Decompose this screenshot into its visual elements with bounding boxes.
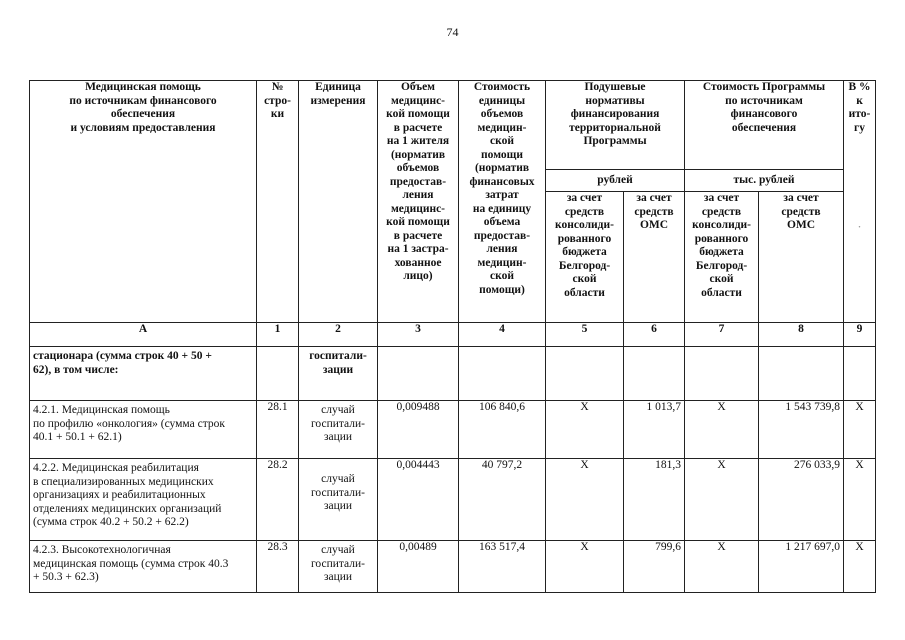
row-percent: Х xyxy=(844,459,876,541)
col-num-6: 6 xyxy=(624,323,685,347)
header-per-capita-group: Подушевые нормативы финансирования территориальной Программы xyxy=(546,81,685,170)
header-volume: Объем медицинс- кой помощи в расчете на 1 жителя (норматив объемов предостав- ления медицинс- кой помощи в расчете на 1 застра- хованное лицо) xyxy=(378,81,459,323)
page-number: 74 xyxy=(446,25,459,39)
row-budget-per-capita xyxy=(546,347,624,401)
row-oms-per-capita xyxy=(624,347,685,401)
row-cost: 106 840,6 xyxy=(459,401,546,459)
header-oms-cost: за счет средств ОМС xyxy=(759,192,844,323)
row-oms-cost: 1 543 739,8 xyxy=(759,401,844,459)
header-line-number: № стро- ки xyxy=(257,81,299,323)
row-percent: Х xyxy=(844,401,876,459)
row-oms-per-capita: 799,6 xyxy=(624,541,685,593)
col-num-a: А xyxy=(30,323,257,347)
header-unit: Единица измерения xyxy=(299,81,378,323)
header-unit-cost: Стоимость единицы объемов медицин- ской помощи (норматив финансовых затрат на единицу объема предостав- ления медицин- ской помощи) xyxy=(459,81,546,323)
row-budget-cost: Х xyxy=(685,459,759,541)
row-line: 28.2 xyxy=(257,459,299,541)
header-oms-per-capita: за счет средств ОМС xyxy=(624,192,685,323)
row-line xyxy=(257,347,299,401)
column-numbering-row xyxy=(30,323,876,347)
row-oms-cost: 276 033,9 xyxy=(759,459,844,541)
row-name: стационара (сумма строк 40 + 50 + 62), в том числе: xyxy=(30,347,257,401)
header-percent-total: В % к ито- гу · xyxy=(844,81,876,323)
row-budget-per-capita: Х xyxy=(546,541,624,593)
row-line: 28.3 xyxy=(257,541,299,593)
row-cost: 40 797,2 xyxy=(459,459,546,541)
row-name: 4.2.3. Высокотехнологичная медицинская помощь (сумма строк 40.3 + 50.3 + 62.3) xyxy=(30,541,257,593)
row-cost xyxy=(459,347,546,401)
row-oms-per-capita: 181,3 xyxy=(624,459,685,541)
row-oms-cost: 1 217 697,0 xyxy=(759,541,844,593)
col-num-7: 7 xyxy=(685,323,759,347)
col-num-2: 2 xyxy=(299,323,378,347)
table-row xyxy=(30,459,876,541)
row-budget-per-capita: Х xyxy=(546,401,624,459)
row-oms-cost xyxy=(759,347,844,401)
col-num-1: 1 xyxy=(257,323,299,347)
row-volume: 0,004443 xyxy=(378,459,459,541)
row-unit: случай госпитали- зации xyxy=(299,459,378,541)
table-row xyxy=(30,401,876,459)
row-percent xyxy=(844,347,876,401)
table-row xyxy=(30,541,876,593)
row-budget-cost: Х xyxy=(685,401,759,459)
row-unit: случай госпитали- зации xyxy=(299,541,378,593)
table-row xyxy=(30,347,876,401)
col-num-8: 8 xyxy=(759,323,844,347)
row-budget-cost: Х xyxy=(685,541,759,593)
row-budget-cost xyxy=(685,347,759,401)
financing-table xyxy=(29,80,876,593)
col-num-4: 4 xyxy=(459,323,546,347)
row-volume: 0,009488 xyxy=(378,401,459,459)
header-budget-cost: за счет средств консолиди- рованного бюджета Белгород- ской области xyxy=(685,192,759,323)
row-cost: 163 517,4 xyxy=(459,541,546,593)
header-budget-per-capita: за счет средств консолиди- рованного бюджета Белгород- ской области xyxy=(546,192,624,323)
col-num-3: 3 xyxy=(378,323,459,347)
row-unit: госпитали- зации xyxy=(299,347,378,401)
row-name: 4.2.2. Медицинская реабилитация в специализированных медицинских организациях и реабилитационных отделениях медицинских организаций (сумма строк 40.2 + 50.2 + 62.2) xyxy=(30,459,257,541)
header-percent-total-text: В % к ито- гу xyxy=(848,81,871,134)
row-percent: Х xyxy=(844,541,876,593)
row-oms-per-capita: 1 013,7 xyxy=(624,401,685,459)
row-volume: 0,00489 xyxy=(378,541,459,593)
row-volume xyxy=(378,347,459,401)
row-budget-per-capita: Х xyxy=(546,459,624,541)
col-num-5: 5 xyxy=(546,323,624,347)
header-units-thousand-rubles: тыс. рублей xyxy=(685,170,844,192)
col-num-9: 9 xyxy=(844,323,876,347)
row-name: 4.2.1. Медицинская помощь по профилю «онкология» (сумма строк 40.1 + 50.1 + 62.1) xyxy=(30,401,257,459)
row-unit: случай госпитали- зации xyxy=(299,401,378,459)
row-line: 28.1 xyxy=(257,401,299,459)
header-care-type: Медицинская помощь по источникам финансового обеспечения и условиям предоставления xyxy=(30,81,257,323)
header-units-rubles: рублей xyxy=(546,170,685,192)
header-program-cost-group: Стоимость Программы по источникам финансового обеспечения xyxy=(685,81,844,170)
